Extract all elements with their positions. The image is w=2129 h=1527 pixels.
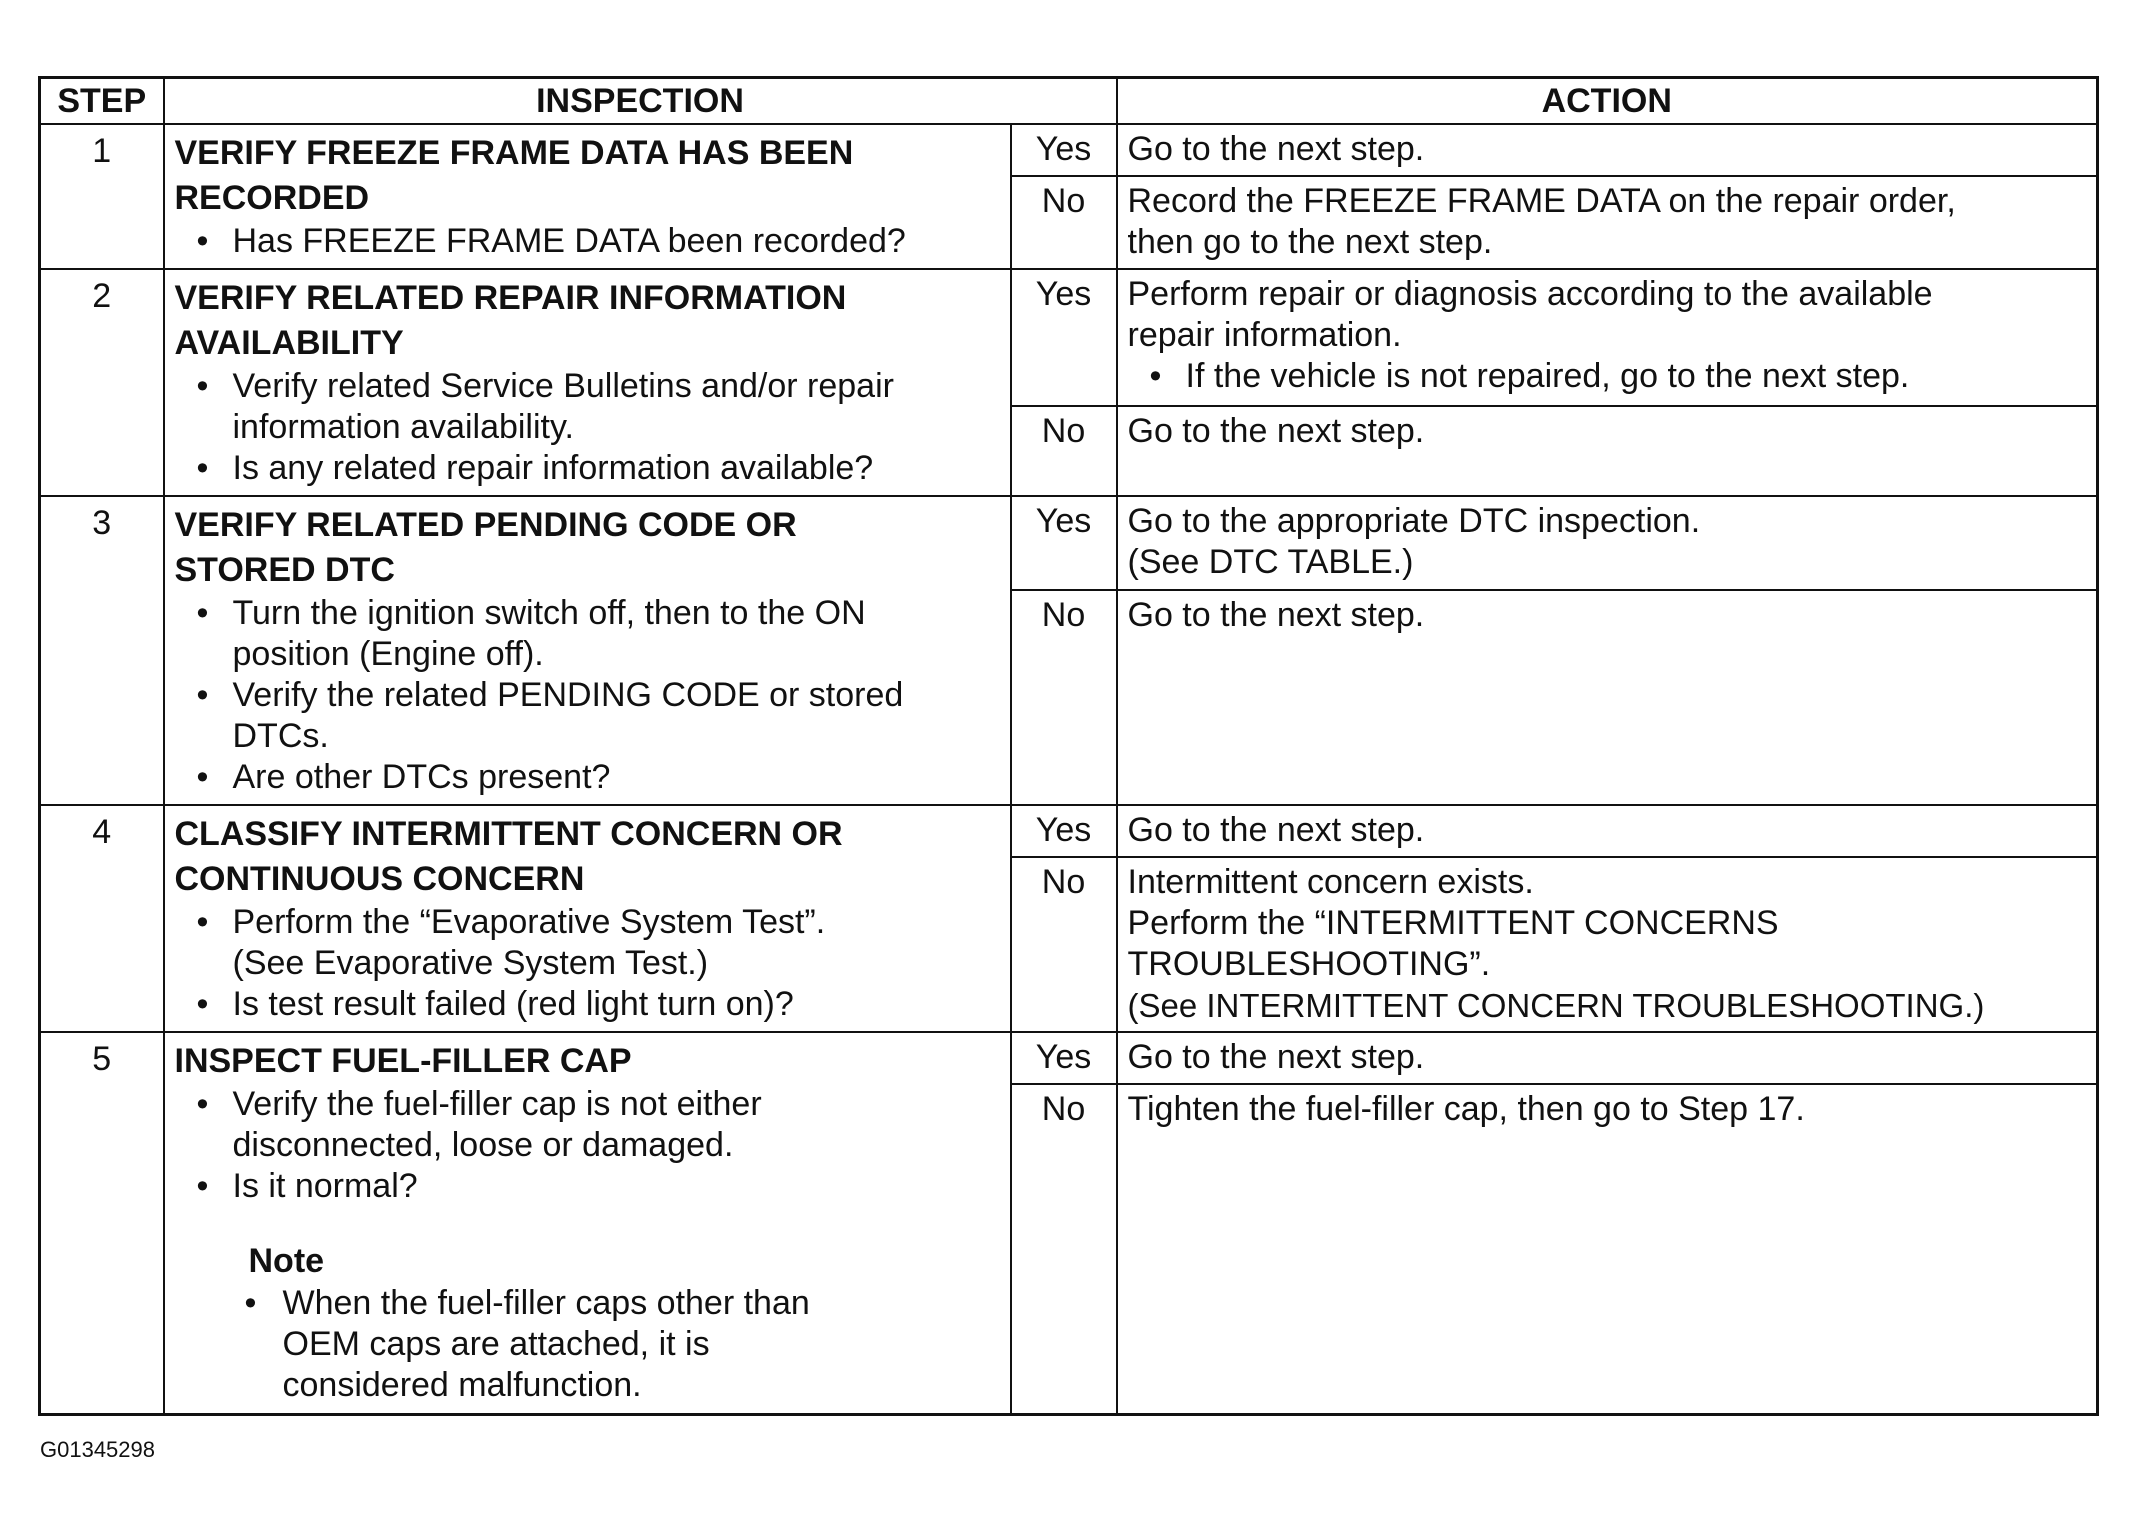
step-5-yes-row: [40, 1032, 2098, 1084]
step-number: 2: [40, 269, 164, 496]
title-line: VERIFY RELATED REPAIR INFORMATION: [174, 279, 847, 317]
diagnostic-table: [38, 76, 2099, 1416]
step-2-yes-row: [40, 269, 2098, 406]
header-row: [40, 78, 2098, 125]
step-number: 5: [40, 1032, 164, 1414]
no-label: No: [1011, 406, 1117, 496]
yes-action: [1117, 124, 2098, 176]
title-line: STORED DTC: [174, 551, 395, 589]
no-action: [1117, 1084, 2098, 1414]
inspection-bullet: • Verify the related PENDING CODE or stored DTCs.: [175, 675, 973, 757]
action-line: (See INTERMITTENT CONCERN TROUBLESHOOTING.): [1127, 987, 1985, 1024]
action-line: Perform repair or diagnosis according to the available: [1127, 275, 1933, 313]
inspection-cell: [164, 124, 1011, 269]
no-label: No: [1011, 590, 1117, 805]
note-bullets: [175, 1283, 1000, 1406]
inspection-bullet: • Verify the fuel-filler cap is not either disconnected, loose or damaged.: [175, 1084, 853, 1166]
no-action: [1117, 176, 2098, 269]
yes-action: [1117, 269, 2098, 406]
inspection-title: [175, 503, 1000, 593]
action-line: Go to the appropriate DTC inspection.: [1127, 502, 1701, 540]
step-4-yes-row: [40, 805, 2098, 857]
header-inspection: INSPECTION: [164, 78, 1117, 125]
no-action: [1117, 590, 2098, 805]
action-line: repair information.: [1127, 316, 1402, 354]
header-step: STEP: [40, 78, 164, 125]
yes-label: Yes: [1011, 124, 1117, 176]
title-line: VERIFY FREEZE FRAME DATA HAS BEEN: [174, 134, 854, 172]
action-line: Record the FREEZE FRAME DATA on the repair order,: [1127, 182, 1956, 221]
no-label: No: [1011, 1084, 1117, 1414]
inspection-bullet: • Is any related repair information available?: [175, 448, 1000, 489]
inspection-bullet: • Verify related Service Bulletins and/or repair information availability.: [175, 366, 913, 448]
step-1-yes-row: [40, 124, 2098, 176]
title-line: AVAILABILITY: [174, 324, 404, 362]
inspection-cell: [164, 1032, 1011, 1414]
step-3-yes-row: [40, 496, 2098, 590]
no-action: [1117, 857, 2098, 1032]
step-number: 3: [40, 496, 164, 805]
no-label: No: [1011, 176, 1117, 269]
yes-label: Yes: [1011, 805, 1117, 857]
inspection-bullet: • Perform the “Evaporative System Test”. (See Evaporative System Test.): [175, 902, 893, 984]
inspection-cell: [164, 805, 1011, 1032]
yes-action: [1117, 805, 2098, 857]
action-line: then go to the next step.: [1127, 223, 1493, 262]
title-line: CLASSIFY INTERMITTENT CONCERN OR: [174, 815, 843, 853]
inspection-bullet: • Has FREEZE FRAME DATA been recorded?: [175, 221, 1000, 262]
action-line: Go to the next step.: [1127, 1038, 1425, 1076]
title-line: INSPECT FUEL-FILLER CAP: [174, 1042, 632, 1080]
inspection-bullets: [175, 366, 1000, 489]
yes-action: [1117, 1032, 2098, 1084]
inspection-cell: [164, 496, 1011, 805]
title-line: CONTINUOUS CONCERN: [174, 860, 585, 898]
title-line: VERIFY RELATED PENDING CODE OR: [174, 506, 797, 544]
note-bullet: • When the fuel-filler caps other than OEM caps are attached, it is considered malfunction.: [175, 1283, 883, 1406]
inspection-bullets: [175, 593, 1000, 798]
step-number: 4: [40, 805, 164, 1032]
step-number: 1: [40, 124, 164, 269]
inspection-bullet: • Turn the ignition switch off, then to the ON position (Engine off).: [175, 593, 973, 675]
inspection-title: [175, 131, 1000, 221]
action-line: Go to the next step.: [1127, 130, 1425, 168]
action-line: Perform the “INTERMITTENT CONCERNS: [1127, 904, 1779, 942]
figure-id: G01345298: [40, 1437, 155, 1462]
no-action: [1117, 406, 2098, 496]
action-line: TROUBLESHOOTING”.: [1127, 945, 1491, 983]
inspection-bullets: [175, 1084, 1000, 1207]
title-line: RECORDED: [174, 179, 370, 217]
inspection-title: [175, 812, 1000, 902]
action-line: Intermittent concern exists.: [1127, 863, 1534, 901]
header-action: ACTION: [1117, 78, 2098, 125]
inspection-bullet: • Is test result failed (red light turn on)?: [175, 984, 1000, 1025]
action-bullet: • If the vehicle is not repaired, go to the next step.: [1128, 356, 2087, 397]
action-bullets: [1128, 356, 2087, 397]
inspection-title: [175, 276, 1000, 366]
inspection-bullet: • Are other DTCs present?: [175, 757, 1000, 798]
action-line: Go to the next step.: [1127, 811, 1425, 849]
action-line: Go to the next step.: [1127, 412, 1425, 451]
no-label: No: [1011, 857, 1117, 1032]
inspection-bullets: [175, 221, 1000, 262]
note-title: Note: [248, 1242, 325, 1280]
inspection-title: [175, 1039, 1000, 1084]
inspection-bullets: [175, 902, 1000, 1025]
yes-label: Yes: [1011, 1032, 1117, 1084]
action-line: (See DTC TABLE.): [1127, 543, 1414, 581]
action-line: Go to the next step.: [1127, 595, 1425, 634]
yes-label: Yes: [1011, 269, 1117, 406]
action-line: Tighten the fuel-filler cap, then go to Step 17.: [1127, 1090, 1805, 1128]
yes-label: Yes: [1011, 496, 1117, 590]
yes-action: [1117, 496, 2098, 590]
inspection-bullet: • Is it normal?: [175, 1166, 1000, 1207]
inspection-cell: [164, 269, 1011, 496]
